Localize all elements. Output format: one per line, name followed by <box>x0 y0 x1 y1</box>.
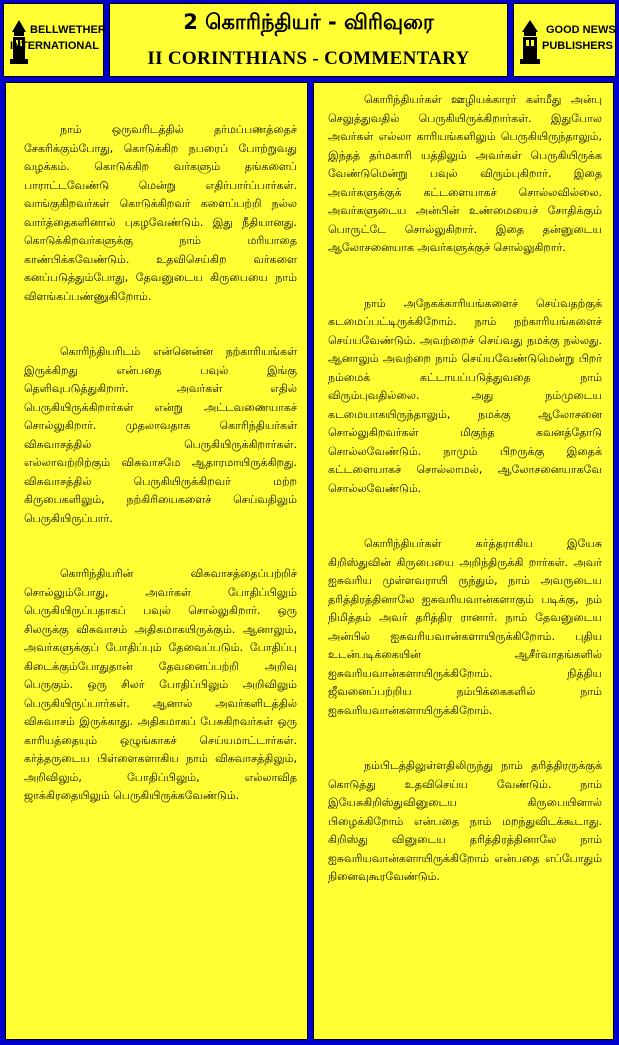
logo-right-line1: GOOD NEWS <box>546 24 616 36</box>
right-paragraph: கொரிந்தியர்கள் கர்த்தராகிய இயேசு கிறிஸ்துவின் கிருபையை அறிந்திருக்கி றார்கள். அவர் ஐசுவரிய முள்ளவராயி ருந்தும், நாம் அவருடைய தரித்திரத்தினாலே ஐசுவரியவான்களாகும் படிக்கு, நம் நிமித்தம் அவர் தரித்திர ரானார். நாம் தேவனுடைய அன்பில் ஐசுவரியவான்களாயிருக்கிறோம். புதிய உடன்படிக்கையின் ஆசீர்வாதங்களில் ஐசுவரியவான்களாயிருக்கிறோம். நித்திய ஜீவனைப்பற்றிய நம்பிக்கைகளில் நாம் ஐசுவரியவான்களாயிருக்கிறோம். <box>328 537 602 717</box>
left-paragraph: நாம் ஒருவரிடத்தில் தர்மப்பணத்தைச் சேகரிக்கும்போது, கொடுக்கிற நபரைப் போற்றுவது வழக்கம். கொடுக்கிற வர்களும் தங்களைப் பாராட்டவேண்டு மென்று எதிர்பார்ப்பார்கள். வாங்குகிறவர்கள் கொடுக்கிறவர் களைப்பற்றி நல்ல வார்த்தைகளினால் புகழவேண்டும். இது நீதியானது. கொடுக்கிறவர்களுக்கு நாம் மரியாதை காண்பிக்கவேண்டும். உதவிசெய்கிற வர்களை கனப்படுத்தும்போது, தேவனுடைய கிருபையை நாம் விளங்கப்பண்ணுகிறோம். <box>24 123 297 303</box>
logo-left-line1: BELLWETHER <box>30 24 106 36</box>
right-paragraph: நாம் அநேகக்காரியங்களைச் செய்வதற்குக் கடமைப்பட்டிருக்கிறோம். நாம் நற்காரியங்களைச் செய்யவேண்டும். அவற்றைச் செய்வது நமக்கு நல்லது. ஆனாலும் அவற்றை நாம் செய்யவேண்டுமென்று பிறர் நம்மைக் கட்டாயப்படுத்துவதை நாம் விரும்புவதில்லை. அது நம்முடைய கடமையாகயிருந்தாலும், நமக்கு ஆலோசனை சொல்லுகிறவர்கள் மிகுந்த கவனத்தோடு சொல்லவேண்டும். நாமும் பிறருக்கு இதைக் கட்டளையாகச் சொல்லாமல், ஆலோசனையாகவே சொல்லவேண்டும். <box>328 296 602 495</box>
left-paragraph: கொரிந்தியரிடம் என்னென்ன நற்காரியங்கள் இருக்கிறது என்பதை பவுல் இங்கு தெளிவுபடுத்துகிறார். அவர்கள் எதில் பெருகியிருக்கிறார்கள் என்று அட்டவணையாகச் சொல்லுகிறார். முதலாவதாக கொரிந்தியர்கள் விசுவாசத்தில் பெருகியிருக்கிறார்கள். எல்லாவற்றிற்கும் விசுவாசமே ஆதாரமாயிருக்கிறது. விசுவாசத்தில் பெருகியிருக்கிறவர் மற்ற கிருபைகளிலும், நற்கிரியைகளைச் செய்வதிலும் பெருகியிருப்பார். <box>24 345 297 525</box>
page-title-tamil: 2 கொரிந்தியர் - விரிவுரை <box>183 10 434 34</box>
title-banner <box>109 3 508 77</box>
logo-right-line2: PUBLISHERS <box>542 40 613 52</box>
right-paragraph: நம்பிடத்திலுள்ளதிலிருந்து நாம் தரித்திரருக்குக் கொடுத்து உதவிசெய்ய வேண்டும். நாம் இயேசுகிறிஸ்துவினுடைய கிருபையினால் பிழைக்கிறோம் என்பதை நாம் மறந்துவிடக்கூடாது. கிறிஸ்து வினுடைய தரித்திரத்தினாலே நாம் ஐசுவரியவான்களாயிருக்கிறோம் என்பதை எப்போதும் நினைவுகூரவேண்டும். <box>328 759 602 883</box>
right-column <box>313 82 614 1040</box>
left-column <box>5 82 308 1040</box>
good-news-building-icon <box>520 20 540 64</box>
page-title-english: II CORINTHIANS - COMMENTARY <box>147 48 470 69</box>
right-paragraph: கொரிந்தியர்கள் ஊழியக்காரர் கள்மீது அன்பு செலுத்துவதில் பெருகியிருக்கிறார்கள். இதுபோல அவர்கள் எல்லா காரியங்களிலும் பெருகியிருந்தாலும், இந்தத் தர்மகாரி யத்திலும் அவர்கள் பெருகியிருக்க வேண்டுமென்று பவுல் விரும்புகிறார். இதை அவர்களுக்குக் கட்டளையாகச் சொல்லவில்லை. அவர்களுடைய அன்பின் உண்மையைச் சோதிக்கும் பொருட்டே சொல்லுகிறார். இதை தன்னுடைய ஆலோசனையாக அவர்களுக்குச் சொல்லுகிறார். <box>328 93 602 254</box>
logo-left-line2: INTERNATIONAL <box>10 40 100 52</box>
bellwether-logo <box>3 3 104 77</box>
good-news-logo <box>513 3 616 77</box>
left-paragraph: கொரிந்தியரின் விசுவாசத்தைப்பற்றிச் சொல்லும்போது, அவர்கள் போதிப்பிலும் பெருகியிருப்பதாகப் பவுல் சொல்லுகிறார். ஒரு சிலருக்கு விசுவாசம் அதிகமாகயிருக்கும். ஆனாலும், அவர்களுக்குப் போதிப்பும் தேவைப்படும். போதிப்பு கிடைக்கும்போதுதான் தேவனைப்பற்றி அறிவு பெருகும். ஒரு சிலர் போதிப்பிலும் அறிவிலும் பெருகியிருப்பார்கள். ஆனால் அவர்களிடத்தில் விசுவாசம் இருக்காது. அதிகமாகப் பேசுகிறவர்கள் ஒரு காரியத்தையும் ஒழுங்காகச் செய்யமாட்டார்கள். கர்த்தருடைய பிள்ளைகளாகிய நாம் விசுவாசத்திலும், அறிவிலும், போதிப்பிலும், எல்லாவித ஜாக்கிரதையிலும் பெருகியிருக்கவேண்டும். <box>24 567 297 802</box>
